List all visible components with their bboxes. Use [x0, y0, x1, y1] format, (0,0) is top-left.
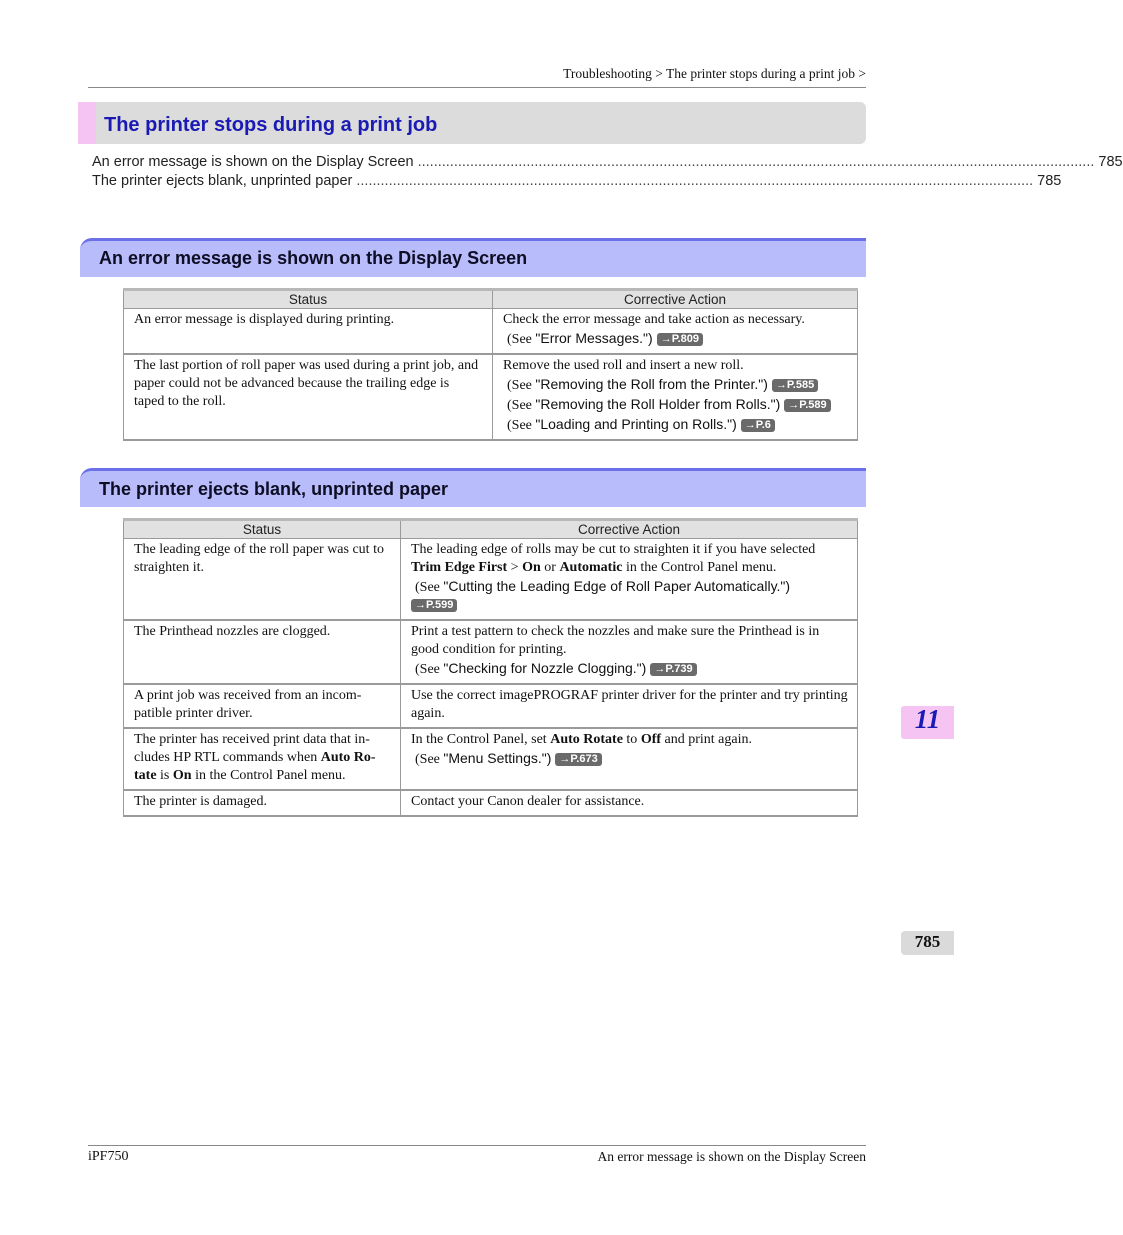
reference-link[interactable]: "Loading and Printing on Rolls.") — [535, 416, 737, 432]
toc-leader: ........................................................................................................................................................................ — [417, 154, 1095, 170]
page-reference-badge[interactable]: →P.673 — [555, 753, 601, 766]
table-row — [124, 309, 858, 355]
action-cell: Contact your Canon dealer for assistance. — [401, 790, 858, 816]
reference-link[interactable]: "Cutting the Leading Edge of Roll Paper Automatically.") — [443, 578, 791, 594]
action-text: The leading edge of rolls may be cut to straighten it if you have selected Trim Edge First > On or Automatic in the Control Panel menu. — [411, 542, 816, 575]
action-cell — [401, 539, 858, 621]
table-header-row — [124, 290, 858, 309]
chapter-number: 11 — [914, 704, 941, 734]
page-reference-badge[interactable]: →P.599 — [411, 599, 457, 612]
footer-rule — [88, 1145, 866, 1146]
status-cell: The printer is damaged. — [124, 790, 401, 816]
reference-link[interactable]: "Removing the Roll from the Printer.") — [535, 376, 768, 392]
status-cell: A print job was received from an incom-patible printer driver. — [124, 684, 401, 728]
table-row — [124, 539, 858, 621]
action-text: Check the error message and take action as necessary. — [503, 312, 805, 327]
reference-link[interactable]: "Removing the Roll Holder from Rolls.") — [535, 396, 781, 412]
see-reference[interactable] — [503, 395, 848, 415]
blank-paper-table — [123, 518, 858, 817]
status-cell: An error message is displayed during printing. — [124, 309, 493, 355]
see-prefix: (See — [415, 662, 444, 677]
footer-section-title: An error message is shown on the Display Screen — [597, 1149, 866, 1164]
see-reference[interactable] — [503, 375, 848, 395]
column-header-action: Corrective Action — [493, 290, 858, 309]
status-cell: The leading edge of the roll paper was cut to straighten it. — [124, 539, 401, 621]
title-accent — [78, 102, 96, 144]
page-reference-badge[interactable]: →P.585 — [772, 379, 818, 392]
table-header-row — [124, 520, 858, 539]
section-heading-blank-paper: The printer ejects blank, unprinted paper — [99, 479, 449, 499]
status-cell: The printer has received print data that in-cludes HP RTL commands when Auto Ro-tate is On in the Control Panel menu. — [124, 728, 401, 790]
see-reference[interactable] — [503, 415, 848, 435]
page-number-tab: 785 — [914, 932, 941, 951]
toc-title: The printer ejects blank, unprinted paper — [92, 173, 353, 189]
action-cell — [401, 620, 858, 684]
action-text: In the Control Panel, set Auto Rotate to Off and print again. — [411, 732, 753, 747]
reference-link[interactable]: "Menu Settings.") — [443, 750, 552, 766]
column-header-status: Status — [124, 290, 493, 309]
table-row — [124, 728, 858, 790]
reference-link[interactable]: "Error Messages.") — [535, 330, 653, 346]
action-text: Remove the used roll and insert a new roll. — [503, 358, 744, 373]
toc-page: 785 — [1037, 173, 1062, 189]
toc-link-blank-paper[interactable] — [92, 173, 1062, 193]
section-heading-error-message: An error message is shown on the Display Screen — [99, 248, 528, 268]
column-header-status: Status — [124, 520, 401, 539]
reference-link[interactable]: "Checking for Nozzle Clogging.") — [443, 660, 647, 676]
see-prefix: (See — [507, 418, 536, 433]
action-cell — [493, 354, 858, 440]
page-title: The printer stops during a print job — [104, 114, 438, 136]
table-row — [124, 790, 858, 816]
toc-leader: ........................................................................................................................................................................ — [356, 173, 1034, 189]
action-text: Print a test pattern to check the nozzles and make sure the Printhead is in good condition for printing. — [411, 624, 820, 657]
see-reference[interactable] — [411, 749, 848, 769]
page-reference-badge[interactable]: →P.6 — [741, 419, 775, 432]
breadcrumb: Troubleshooting > The printer stops during a print job > — [563, 66, 866, 81]
toc-page: 785 — [1098, 154, 1123, 170]
table-row — [124, 684, 858, 728]
see-reference[interactable] — [411, 577, 848, 615]
see-prefix: (See — [507, 332, 536, 347]
error-message-table — [123, 288, 858, 441]
footer-model: iPF750 — [88, 1149, 129, 1164]
see-prefix: (See — [507, 398, 536, 413]
page-reference-badge[interactable]: →P.739 — [650, 663, 696, 676]
action-cell — [401, 728, 858, 790]
table-row — [124, 620, 858, 684]
see-prefix: (See — [415, 580, 444, 595]
see-reference[interactable] — [503, 329, 848, 349]
page-reference-badge[interactable]: →P.809 — [657, 333, 703, 346]
header-rule — [88, 87, 866, 88]
status-cell: The Printhead nozzles are clogged. — [124, 620, 401, 684]
toc-link-error-message[interactable] — [92, 154, 1123, 174]
see-prefix: (See — [507, 378, 536, 393]
action-cell: Use the correct imagePROGRAF printer driver for the printer and try printing again. — [401, 684, 858, 728]
column-header-action: Corrective Action — [401, 520, 858, 539]
status-cell: The last portion of roll paper was used during a print job, and paper could not be advanced because the trailing edge is taped to the roll. — [124, 354, 493, 440]
action-cell — [493, 309, 858, 355]
page-reference-badge[interactable]: →P.589 — [784, 399, 830, 412]
table-row — [124, 354, 858, 440]
see-reference[interactable] — [411, 659, 848, 679]
toc-title: An error message is shown on the Display Screen — [92, 154, 414, 170]
see-prefix: (See — [415, 752, 444, 767]
